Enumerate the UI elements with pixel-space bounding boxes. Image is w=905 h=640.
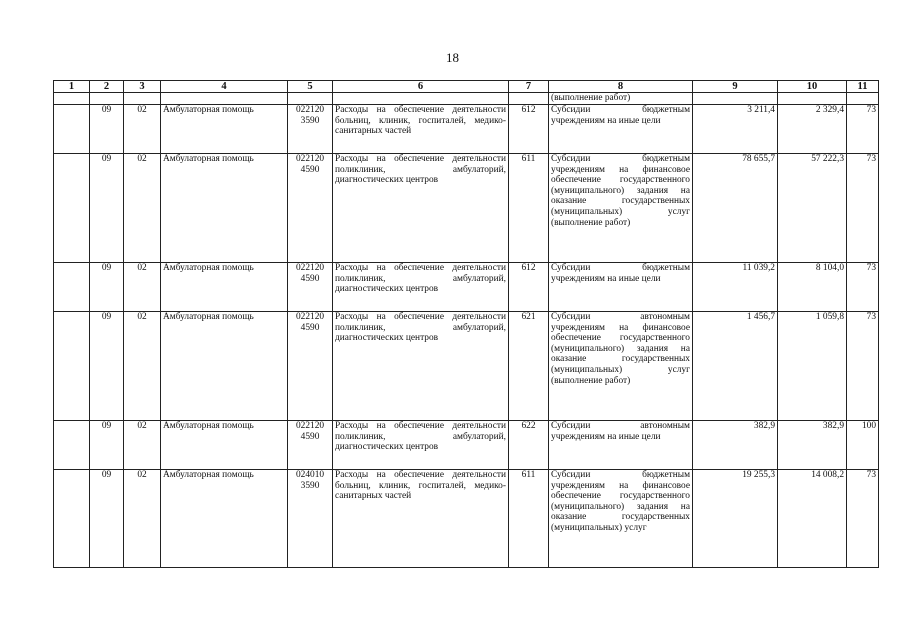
- section-code-cell: 09: [90, 263, 124, 312]
- section-code-cell: 09: [90, 154, 124, 263]
- execution-percent-cell: 73: [847, 154, 879, 263]
- target-article-name-cell: Расходы на обеспечение деятельности поликлиник, амбулаторий, диагностических центров: [333, 263, 509, 312]
- budget-table: [53, 80, 879, 568]
- column-header: 9: [693, 81, 778, 93]
- target-article-code-cell: 022120 3590: [288, 105, 333, 154]
- expense-type-name-cell: Субсидии бюджетным учреждениям на финансовое обеспечение государственного (муниципального) задания на оказание государственных (муниципальных) услуг: [549, 470, 693, 568]
- subsection-code-cell: 02: [124, 312, 161, 421]
- approved-amount-cell: 19 255,3: [693, 470, 778, 568]
- table-row: [54, 312, 879, 421]
- expense-type-name-cell: Субсидии автономным учреждениям на финансовое обеспечение государственного (муниципального) задания на оказание государственных (муниципальных) услуг (выполнение работ): [549, 312, 693, 421]
- approved-amount-cell: 1 456,7: [693, 312, 778, 421]
- table-row: [54, 154, 879, 263]
- continuation-row: [54, 93, 879, 105]
- target-article-code-cell: 022120 4590: [288, 421, 333, 470]
- table-row: [54, 421, 879, 470]
- table-row: [54, 470, 879, 568]
- expense-type-name-cell: Субсидии автономным учреждениям на иные цели: [549, 421, 693, 470]
- expense-type-name-cell: Субсидии бюджетным учреждениям на иные цели: [549, 105, 693, 154]
- execution-percent-cell: 73: [847, 312, 879, 421]
- subsection-code-cell: 02: [124, 421, 161, 470]
- continued-description: (выполнение работ): [549, 93, 693, 105]
- column-number-header-row: [54, 81, 879, 93]
- target-article-name-cell: Расходы на обеспечение деятельности поликлиник, амбулаторий, диагностических центров: [333, 312, 509, 421]
- executed-amount-cell: 2 329,4: [778, 105, 847, 154]
- executed-amount-cell: 8 104,0: [778, 263, 847, 312]
- expense-type-code-cell: 611: [509, 470, 549, 568]
- section-code-cell: 09: [90, 421, 124, 470]
- column-header: 5: [288, 81, 333, 93]
- expense-type-name-cell: Субсидии бюджетным учреждениям на иные цели: [549, 263, 693, 312]
- subsection-name-cell: Амбулаторная помощь: [161, 421, 288, 470]
- approved-amount-cell: 11 039,2: [693, 263, 778, 312]
- executed-amount-cell: 382,9: [778, 421, 847, 470]
- column-header: 2: [90, 81, 124, 93]
- execution-percent-cell: 73: [847, 105, 879, 154]
- subsection-code-cell: 02: [124, 263, 161, 312]
- section-code-cell: 09: [90, 470, 124, 568]
- expense-type-code-cell: 612: [509, 263, 549, 312]
- chapter-code-cell: [54, 105, 90, 154]
- subsection-name-cell: Амбулаторная помощь: [161, 154, 288, 263]
- execution-percent-cell: 100: [847, 421, 879, 470]
- column-header: 10: [778, 81, 847, 93]
- column-header: 4: [161, 81, 288, 93]
- subsection-name-cell: Амбулаторная помощь: [161, 312, 288, 421]
- table-row: [54, 105, 879, 154]
- chapter-code-cell: [54, 154, 90, 263]
- column-header: 3: [124, 81, 161, 93]
- subsection-code-cell: 02: [124, 470, 161, 568]
- page-number: 18: [446, 50, 459, 65]
- expense-type-code-cell: 611: [509, 154, 549, 263]
- target-article-code-cell: 024010 3590: [288, 470, 333, 568]
- column-header: 6: [333, 81, 509, 93]
- subsection-name-cell: Амбулаторная помощь: [161, 263, 288, 312]
- execution-percent-cell: 73: [847, 263, 879, 312]
- target-article-code-cell: 022120 4590: [288, 154, 333, 263]
- subsection-name-cell: Амбулаторная помощь: [161, 470, 288, 568]
- executed-amount-cell: 57 222,3: [778, 154, 847, 263]
- chapter-code-cell: [54, 470, 90, 568]
- section-code-cell: 09: [90, 312, 124, 421]
- expense-type-code-cell: 612: [509, 105, 549, 154]
- target-article-name-cell: Расходы на обеспечение деятельности больниц, клиник, госпиталей, медико-санитарных частей: [333, 105, 509, 154]
- expense-type-name-cell: Субсидии бюджетным учреждениям на финансовое обеспечение государственного (муниципального) задания на оказание государственных (муниципальных) услуг (выполнение работ): [549, 154, 693, 263]
- target-article-name-cell: Расходы на обеспечение деятельности поликлиник, амбулаторий, диагностических центров: [333, 421, 509, 470]
- executed-amount-cell: 14 008,2: [778, 470, 847, 568]
- column-header: 11: [847, 81, 879, 93]
- chapter-code-cell: [54, 263, 90, 312]
- column-header: 7: [509, 81, 549, 93]
- subsection-code-cell: 02: [124, 105, 161, 154]
- target-article-code-cell: 022120 4590: [288, 312, 333, 421]
- execution-percent-cell: 73: [847, 470, 879, 568]
- approved-amount-cell: 3 211,4: [693, 105, 778, 154]
- chapter-code-cell: [54, 312, 90, 421]
- column-header: 1: [54, 81, 90, 93]
- expense-type-code-cell: 622: [509, 421, 549, 470]
- subsection-code-cell: 02: [124, 154, 161, 263]
- chapter-code-cell: [54, 421, 90, 470]
- executed-amount-cell: 1 059,8: [778, 312, 847, 421]
- approved-amount-cell: 382,9: [693, 421, 778, 470]
- target-article-code-cell: 022120 4590: [288, 263, 333, 312]
- subsection-name-cell: Амбулаторная помощь: [161, 105, 288, 154]
- expense-type-code-cell: 621: [509, 312, 549, 421]
- target-article-name-cell: Расходы на обеспечение деятельности поликлиник, амбулаторий, диагностических центров: [333, 154, 509, 263]
- target-article-name-cell: Расходы на обеспечение деятельности больниц, клиник, госпиталей, медико-санитарных частей: [333, 470, 509, 568]
- approved-amount-cell: 78 655,7: [693, 154, 778, 263]
- section-code-cell: 09: [90, 105, 124, 154]
- column-header: 8: [549, 81, 693, 93]
- table-row: [54, 263, 879, 312]
